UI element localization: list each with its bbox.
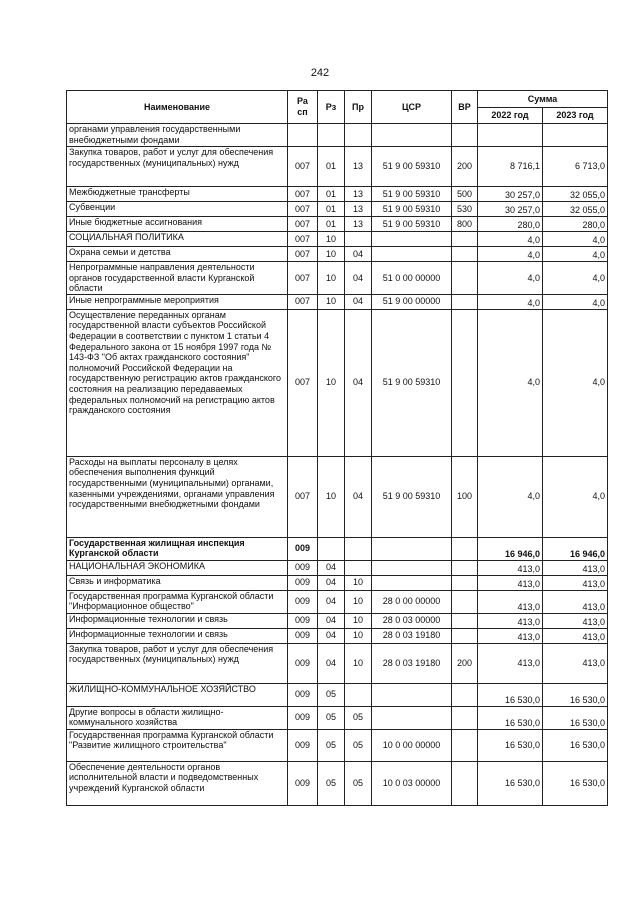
row-vr — [452, 537, 478, 560]
row-amount-2022: 413,0 — [478, 628, 543, 643]
row-rasp: 009 — [288, 643, 318, 683]
row-vr — [452, 613, 478, 628]
row-name: ЖИЛИЩНО-КОММУНАЛЬНОЕ ХОЗЯЙСТВО — [67, 683, 288, 706]
row-rasp: 009 — [288, 575, 318, 590]
row-amount-2023: 32 055,0 — [543, 187, 608, 202]
header-sum: Сумма — [478, 91, 608, 108]
row-amount-2022: 30 257,0 — [478, 202, 543, 217]
row-amount-2023: 16 946,0 — [543, 537, 608, 560]
row-amount-2022: 16 530,0 — [478, 761, 543, 805]
row-vr: 200 — [452, 643, 478, 683]
row-vr: 200 — [452, 147, 478, 187]
row-amount-2022: 4,0 — [478, 294, 543, 309]
row-rasp: 009 — [288, 729, 318, 761]
row-amount-2022: 16 530,0 — [478, 729, 543, 761]
row-name: Связь и информатика — [67, 575, 288, 590]
row-vr — [452, 560, 478, 575]
row-csr — [372, 706, 452, 729]
row-rasp: 007 — [288, 147, 318, 187]
row-rasp: 009 — [288, 560, 318, 575]
row-rz: 10 — [318, 456, 345, 537]
row-rasp: 009 — [288, 761, 318, 805]
row-name: Межбюджетные трансферты — [67, 187, 288, 202]
row-name: Информационные технологии и связь — [67, 613, 288, 628]
row-amount-2023: 413,0 — [543, 628, 608, 643]
row-amount-2023: 6 713,0 — [543, 147, 608, 187]
row-pr: 13 — [345, 147, 372, 187]
row-pr — [345, 124, 372, 147]
row-csr — [372, 683, 452, 706]
row-rasp: 009 — [288, 706, 318, 729]
row-amount-2022: 4,0 — [478, 456, 543, 537]
row-name: Закупка товаров, работ и услуг для обеспечения государственных (муниципальных) нужд — [67, 643, 288, 683]
row-rz: 01 — [318, 217, 345, 232]
row-csr: 51 9 00 59310 — [372, 309, 452, 456]
row-pr: 13 — [345, 187, 372, 202]
row-rasp: 007 — [288, 187, 318, 202]
row-rasp — [288, 124, 318, 147]
table-row — [67, 456, 608, 537]
row-rz: 04 — [318, 590, 345, 613]
row-pr — [345, 537, 372, 560]
row-amount-2022: 4,0 — [478, 262, 543, 295]
row-name: Осуществление переданных органам государственной власти субъектов Российской Федерации в соответствии с пунктом 1 статьи 4 Федерального закона от 15 ноября 1997 года № 143-ФЗ "Об актах гражданского состояния" полномочий Российской Федерации на государственную регистрацию актов гражданского состояния на реализацию передаваемых федеральных полномочий на регистрацию актов гражданского состояния — [67, 309, 288, 456]
table-header — [67, 91, 608, 124]
row-name: Государственная программа Курганской области "Информационное общество" — [67, 590, 288, 613]
row-amount-2023: 16 530,0 — [543, 729, 608, 761]
row-rz: 01 — [318, 147, 345, 187]
row-amount-2022: 4,0 — [478, 232, 543, 247]
row-amount-2023: 413,0 — [543, 590, 608, 613]
row-vr — [452, 575, 478, 590]
row-name: Иные непрограммные мероприятия — [67, 294, 288, 309]
row-rz: 04 — [318, 560, 345, 575]
row-amount-2023: 16 530,0 — [543, 706, 608, 729]
table-row — [67, 202, 608, 217]
row-pr — [345, 560, 372, 575]
row-amount-2022: 280,0 — [478, 217, 543, 232]
row-vr — [452, 309, 478, 456]
row-rz: 10 — [318, 262, 345, 295]
row-amount-2022: 16 530,0 — [478, 683, 543, 706]
row-rasp: 009 — [288, 590, 318, 613]
row-name: НАЦИОНАЛЬНАЯ ЭКОНОМИКА — [67, 560, 288, 575]
row-pr: 10 — [345, 643, 372, 683]
row-amount-2023: 4,0 — [543, 232, 608, 247]
row-csr: 28 0 03 00000 — [372, 613, 452, 628]
row-rz: 05 — [318, 761, 345, 805]
table-row — [67, 575, 608, 590]
table-row — [67, 309, 608, 456]
row-vr — [452, 761, 478, 805]
row-csr — [372, 232, 452, 247]
row-rz: 04 — [318, 643, 345, 683]
row-csr: 28 0 03 19180 — [372, 643, 452, 683]
row-name: Государственная программа Курганской области "Развитие жилищного строительства" — [67, 729, 288, 761]
table-body — [67, 124, 608, 806]
row-pr — [345, 232, 372, 247]
row-csr — [372, 560, 452, 575]
table-row — [67, 590, 608, 613]
row-amount-2022: 4,0 — [478, 247, 543, 262]
table-row — [67, 187, 608, 202]
row-pr: 13 — [345, 217, 372, 232]
row-amount-2023: 4,0 — [543, 309, 608, 456]
row-pr: 05 — [345, 761, 372, 805]
row-rz — [318, 537, 345, 560]
row-amount-2022: 16 946,0 — [478, 537, 543, 560]
row-pr: 10 — [345, 575, 372, 590]
row-amount-2022: 8 716,1 — [478, 147, 543, 187]
row-rz: 04 — [318, 575, 345, 590]
row-pr: 04 — [345, 294, 372, 309]
row-name: Субвенции — [67, 202, 288, 217]
row-vr: 530 — [452, 202, 478, 217]
table-row — [67, 729, 608, 761]
table-row — [67, 683, 608, 706]
row-amount-2023: 413,0 — [543, 613, 608, 628]
row-name: Другие вопросы в области жилищно-коммунального хозяйства — [67, 706, 288, 729]
header-rasp: Ра сп — [288, 91, 318, 124]
table-row — [67, 560, 608, 575]
row-amount-2022: 30 257,0 — [478, 187, 543, 202]
table-row — [67, 294, 608, 309]
row-amount-2022: 16 530,0 — [478, 706, 543, 729]
header-vr: ВР — [452, 91, 478, 124]
row-rz: 10 — [318, 309, 345, 456]
row-csr: 51 9 00 59310 — [372, 202, 452, 217]
table-row — [67, 761, 608, 805]
row-csr — [372, 247, 452, 262]
header-pr: Пр — [345, 91, 372, 124]
header-name: Наименование — [67, 91, 288, 124]
row-amount-2023 — [543, 124, 608, 147]
row-name: Государственная жилищная инспекция Курганской области — [67, 537, 288, 560]
header-csr: ЦСР — [372, 91, 452, 124]
table-row — [67, 628, 608, 643]
row-pr — [345, 683, 372, 706]
header-rz: Рз — [318, 91, 345, 124]
row-amount-2023: 280,0 — [543, 217, 608, 232]
row-pr: 05 — [345, 706, 372, 729]
row-amount-2023: 4,0 — [543, 294, 608, 309]
row-vr — [452, 247, 478, 262]
row-vr — [452, 683, 478, 706]
row-rasp: 009 — [288, 683, 318, 706]
row-rasp: 007 — [288, 202, 318, 217]
row-amount-2023: 4,0 — [543, 247, 608, 262]
table-row — [67, 232, 608, 247]
table-row — [67, 147, 608, 187]
table-row — [67, 643, 608, 683]
row-name: органами управления государственными внебюджетными фондами — [67, 124, 288, 147]
row-amount-2023: 32 055,0 — [543, 202, 608, 217]
row-csr — [372, 124, 452, 147]
row-csr: 51 9 00 00000 — [372, 294, 452, 309]
row-pr: 10 — [345, 613, 372, 628]
row-vr: 800 — [452, 217, 478, 232]
row-rz: 04 — [318, 613, 345, 628]
row-name: Иные бюджетные ассигнования — [67, 217, 288, 232]
row-rz: 10 — [318, 294, 345, 309]
row-csr: 51 9 00 59310 — [372, 456, 452, 537]
row-csr: 28 0 03 19180 — [372, 628, 452, 643]
row-vr — [452, 729, 478, 761]
table-row — [67, 262, 608, 295]
table-row — [67, 537, 608, 560]
row-amount-2022: 4,0 — [478, 309, 543, 456]
row-pr: 04 — [345, 456, 372, 537]
row-amount-2023: 16 530,0 — [543, 683, 608, 706]
row-rasp: 007 — [288, 232, 318, 247]
row-amount-2023: 16 530,0 — [543, 761, 608, 805]
row-name: Информационные технологии и связь — [67, 628, 288, 643]
row-vr — [452, 590, 478, 613]
row-csr: 51 9 00 59310 — [372, 147, 452, 187]
table-row — [67, 124, 608, 147]
row-rz: 10 — [318, 232, 345, 247]
row-name: Охрана семьи и детства — [67, 247, 288, 262]
row-rasp: 007 — [288, 262, 318, 295]
row-csr: 51 0 00 00000 — [372, 262, 452, 295]
row-vr — [452, 628, 478, 643]
row-name: Обеспечение деятельности органов исполнительной власти и подведомственных учреждений Курганской области — [67, 761, 288, 805]
row-vr: 500 — [452, 187, 478, 202]
row-amount-2022 — [478, 124, 543, 147]
header-year-2023: 2023 год — [543, 108, 608, 124]
row-csr: 51 9 00 59310 — [372, 187, 452, 202]
row-rz: 01 — [318, 187, 345, 202]
row-vr — [452, 706, 478, 729]
row-amount-2023: 4,0 — [543, 456, 608, 537]
row-csr: 28 0 00 00000 — [372, 590, 452, 613]
row-csr — [372, 575, 452, 590]
row-amount-2022: 413,0 — [478, 575, 543, 590]
row-name: Непрограммные направления деятельности органов государственной власти Курганской области — [67, 262, 288, 295]
budget-table — [66, 90, 608, 806]
row-csr — [372, 537, 452, 560]
page-number: 242 — [310, 67, 330, 79]
table-row — [67, 247, 608, 262]
row-rasp: 009 — [288, 537, 318, 560]
row-amount-2022: 413,0 — [478, 560, 543, 575]
row-amount-2023: 413,0 — [543, 643, 608, 683]
row-name: Расходы на выплаты персоналу в целях обеспечения выполнения функций государственными (муниципальными) органами, казенными учреждениями, органами управления государственными внебюджетными фондами — [67, 456, 288, 537]
row-vr — [452, 262, 478, 295]
row-rasp: 007 — [288, 247, 318, 262]
table-row — [67, 613, 608, 628]
row-amount-2022: 413,0 — [478, 613, 543, 628]
row-name: Закупка товаров, работ и услуг для обеспечения государственных (муниципальных) нужд — [67, 147, 288, 187]
row-rasp: 009 — [288, 628, 318, 643]
row-rz: 04 — [318, 628, 345, 643]
row-pr: 10 — [345, 628, 372, 643]
row-rasp: 007 — [288, 456, 318, 537]
row-pr: 10 — [345, 590, 372, 613]
row-rz: 05 — [318, 706, 345, 729]
row-rz: 05 — [318, 683, 345, 706]
row-pr: 04 — [345, 247, 372, 262]
row-pr: 05 — [345, 729, 372, 761]
row-rz: 05 — [318, 729, 345, 761]
row-vr — [452, 124, 478, 147]
row-csr: 10 0 03 00000 — [372, 761, 452, 805]
row-pr: 04 — [345, 262, 372, 295]
row-rz: 01 — [318, 202, 345, 217]
row-amount-2023: 413,0 — [543, 560, 608, 575]
row-vr — [452, 294, 478, 309]
row-rasp: 009 — [288, 613, 318, 628]
row-csr: 10 0 00 00000 — [372, 729, 452, 761]
table-row — [67, 217, 608, 232]
row-rasp: 007 — [288, 309, 318, 456]
row-amount-2022: 413,0 — [478, 643, 543, 683]
row-rz: 10 — [318, 247, 345, 262]
row-vr — [452, 232, 478, 247]
row-rz — [318, 124, 345, 147]
row-rasp: 007 — [288, 294, 318, 309]
row-amount-2023: 4,0 — [543, 262, 608, 295]
row-amount-2023: 413,0 — [543, 575, 608, 590]
row-amount-2022: 413,0 — [478, 590, 543, 613]
table-row — [67, 706, 608, 729]
row-csr: 51 9 00 59310 — [372, 217, 452, 232]
row-rasp: 007 — [288, 217, 318, 232]
row-pr: 04 — [345, 309, 372, 456]
row-name: СОЦИАЛЬНАЯ ПОЛИТИКА — [67, 232, 288, 247]
row-pr: 13 — [345, 202, 372, 217]
row-vr: 100 — [452, 456, 478, 537]
header-year-2022: 2022 год — [478, 108, 543, 124]
